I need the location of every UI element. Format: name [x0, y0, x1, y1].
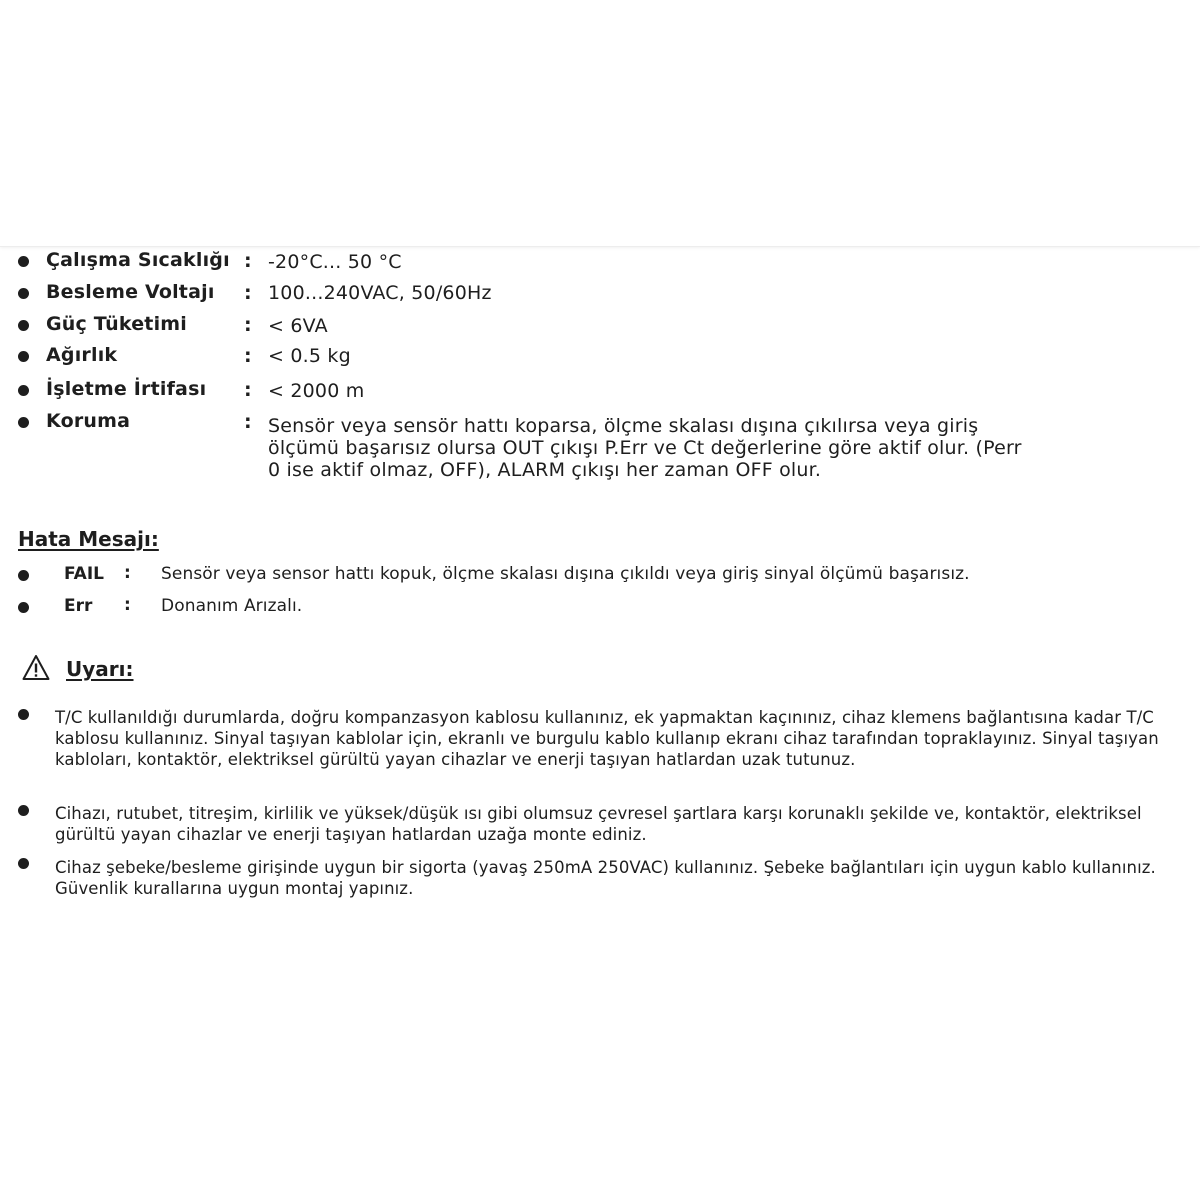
bullet: [18, 602, 29, 613]
spec-value: Sensör veya sensör hattı koparsa, ölçme skalası dışına çıkılırsa veya giriş ölçümü başarısız olursa OUT çıkışı P.Err ve Ct değerlerine göre aktif olur. (Perr 0 ise aktif olmaz, OFF), ALARM çıkışı her zaman OFF olur.: [268, 415, 1022, 481]
error-code: Err: [64, 596, 93, 616]
spec-colon: :: [244, 282, 252, 304]
spec-colon: :: [244, 411, 252, 433]
bullet: [18, 709, 29, 720]
spec-colon: :: [244, 314, 252, 336]
warning-item: T/C kullanıldığı durumlarda, doğru kompanzasyon kablosu kullanınız, ek yapmaktan kaçınınız, cihaz klemens bağlantısına kadar T/C kablosu kullanınız. Sinyal taşıyan kablolar için, ekranlı ve burgulu kablo kullanıp ekranı cihaz tarafından topraklayınız. Sinyal taşıyan kabloları, kontaktör, elektriksel gürültü yayan cihazlar ve enerji taşıyan hatlardan uzak tutunuz.: [55, 708, 1159, 769]
error-colon: :: [124, 563, 131, 583]
bullet: [18, 417, 29, 428]
spec-colon: :: [244, 250, 252, 272]
warning-triangle-icon: [22, 654, 50, 682]
error-code: FAIL: [64, 564, 104, 584]
error-section-title: Hata Mesajı:: [18, 527, 159, 551]
bullet: [18, 256, 29, 267]
spec-colon: :: [244, 379, 252, 401]
spec-value: < 0.5 kg: [268, 345, 351, 367]
top-blank-area: [0, 0, 1200, 247]
bullet: [18, 858, 29, 869]
spec-label: Besleme Voltajı: [46, 281, 215, 303]
spec-value: 100...240VAC, 50/60Hz: [268, 282, 492, 304]
warning-section-title: Uyarı:: [66, 657, 134, 681]
bullet: [18, 351, 29, 362]
bullet: [18, 320, 29, 331]
spec-value: < 6VA: [268, 315, 328, 337]
spec-label: Çalışma Sıcaklığı: [46, 249, 230, 271]
error-description: Donanım Arızalı.: [161, 596, 303, 616]
spec-label: Ağırlık: [46, 344, 118, 366]
spec-colon: :: [244, 345, 252, 367]
spec-label: Koruma: [46, 410, 131, 432]
bullet: [18, 385, 29, 396]
spec-value: -20°C... 50 °C: [268, 251, 402, 273]
bullet: [18, 288, 29, 299]
spec-label: İşletme İrtifası: [46, 378, 207, 400]
error-colon: :: [124, 595, 131, 615]
error-description: Sensör veya sensor hattı kopuk, ölçme skalası dışına çıkıldı veya giriş sinyal ölçümü başarısız.: [161, 564, 970, 584]
warning-item: Cihaz şebeke/besleme girişinde uygun bir sigorta (yavaş 250mA 250VAC) kullanınız. Şebeke bağlantıları için uygun kablo kullanınız. Güvenlik kurallarına uygun montaj yapınız.: [55, 858, 1156, 898]
bullet: [18, 805, 29, 816]
bullet: [18, 570, 29, 581]
warning-item: Cihazı, rutubet, titreşim, kirlilik ve yüksek/düşük ısı gibi olumsuz çevresel şartlara karşı korunaklı şekilde ve, kontaktör, elektriksel gürültü yayan cihazlar ve enerji taşıyan hatlardan uzağa monte ediniz.: [55, 804, 1142, 844]
spec-label: Güç Tüketimi: [46, 313, 187, 335]
spec-value: < 2000 m: [268, 380, 365, 402]
